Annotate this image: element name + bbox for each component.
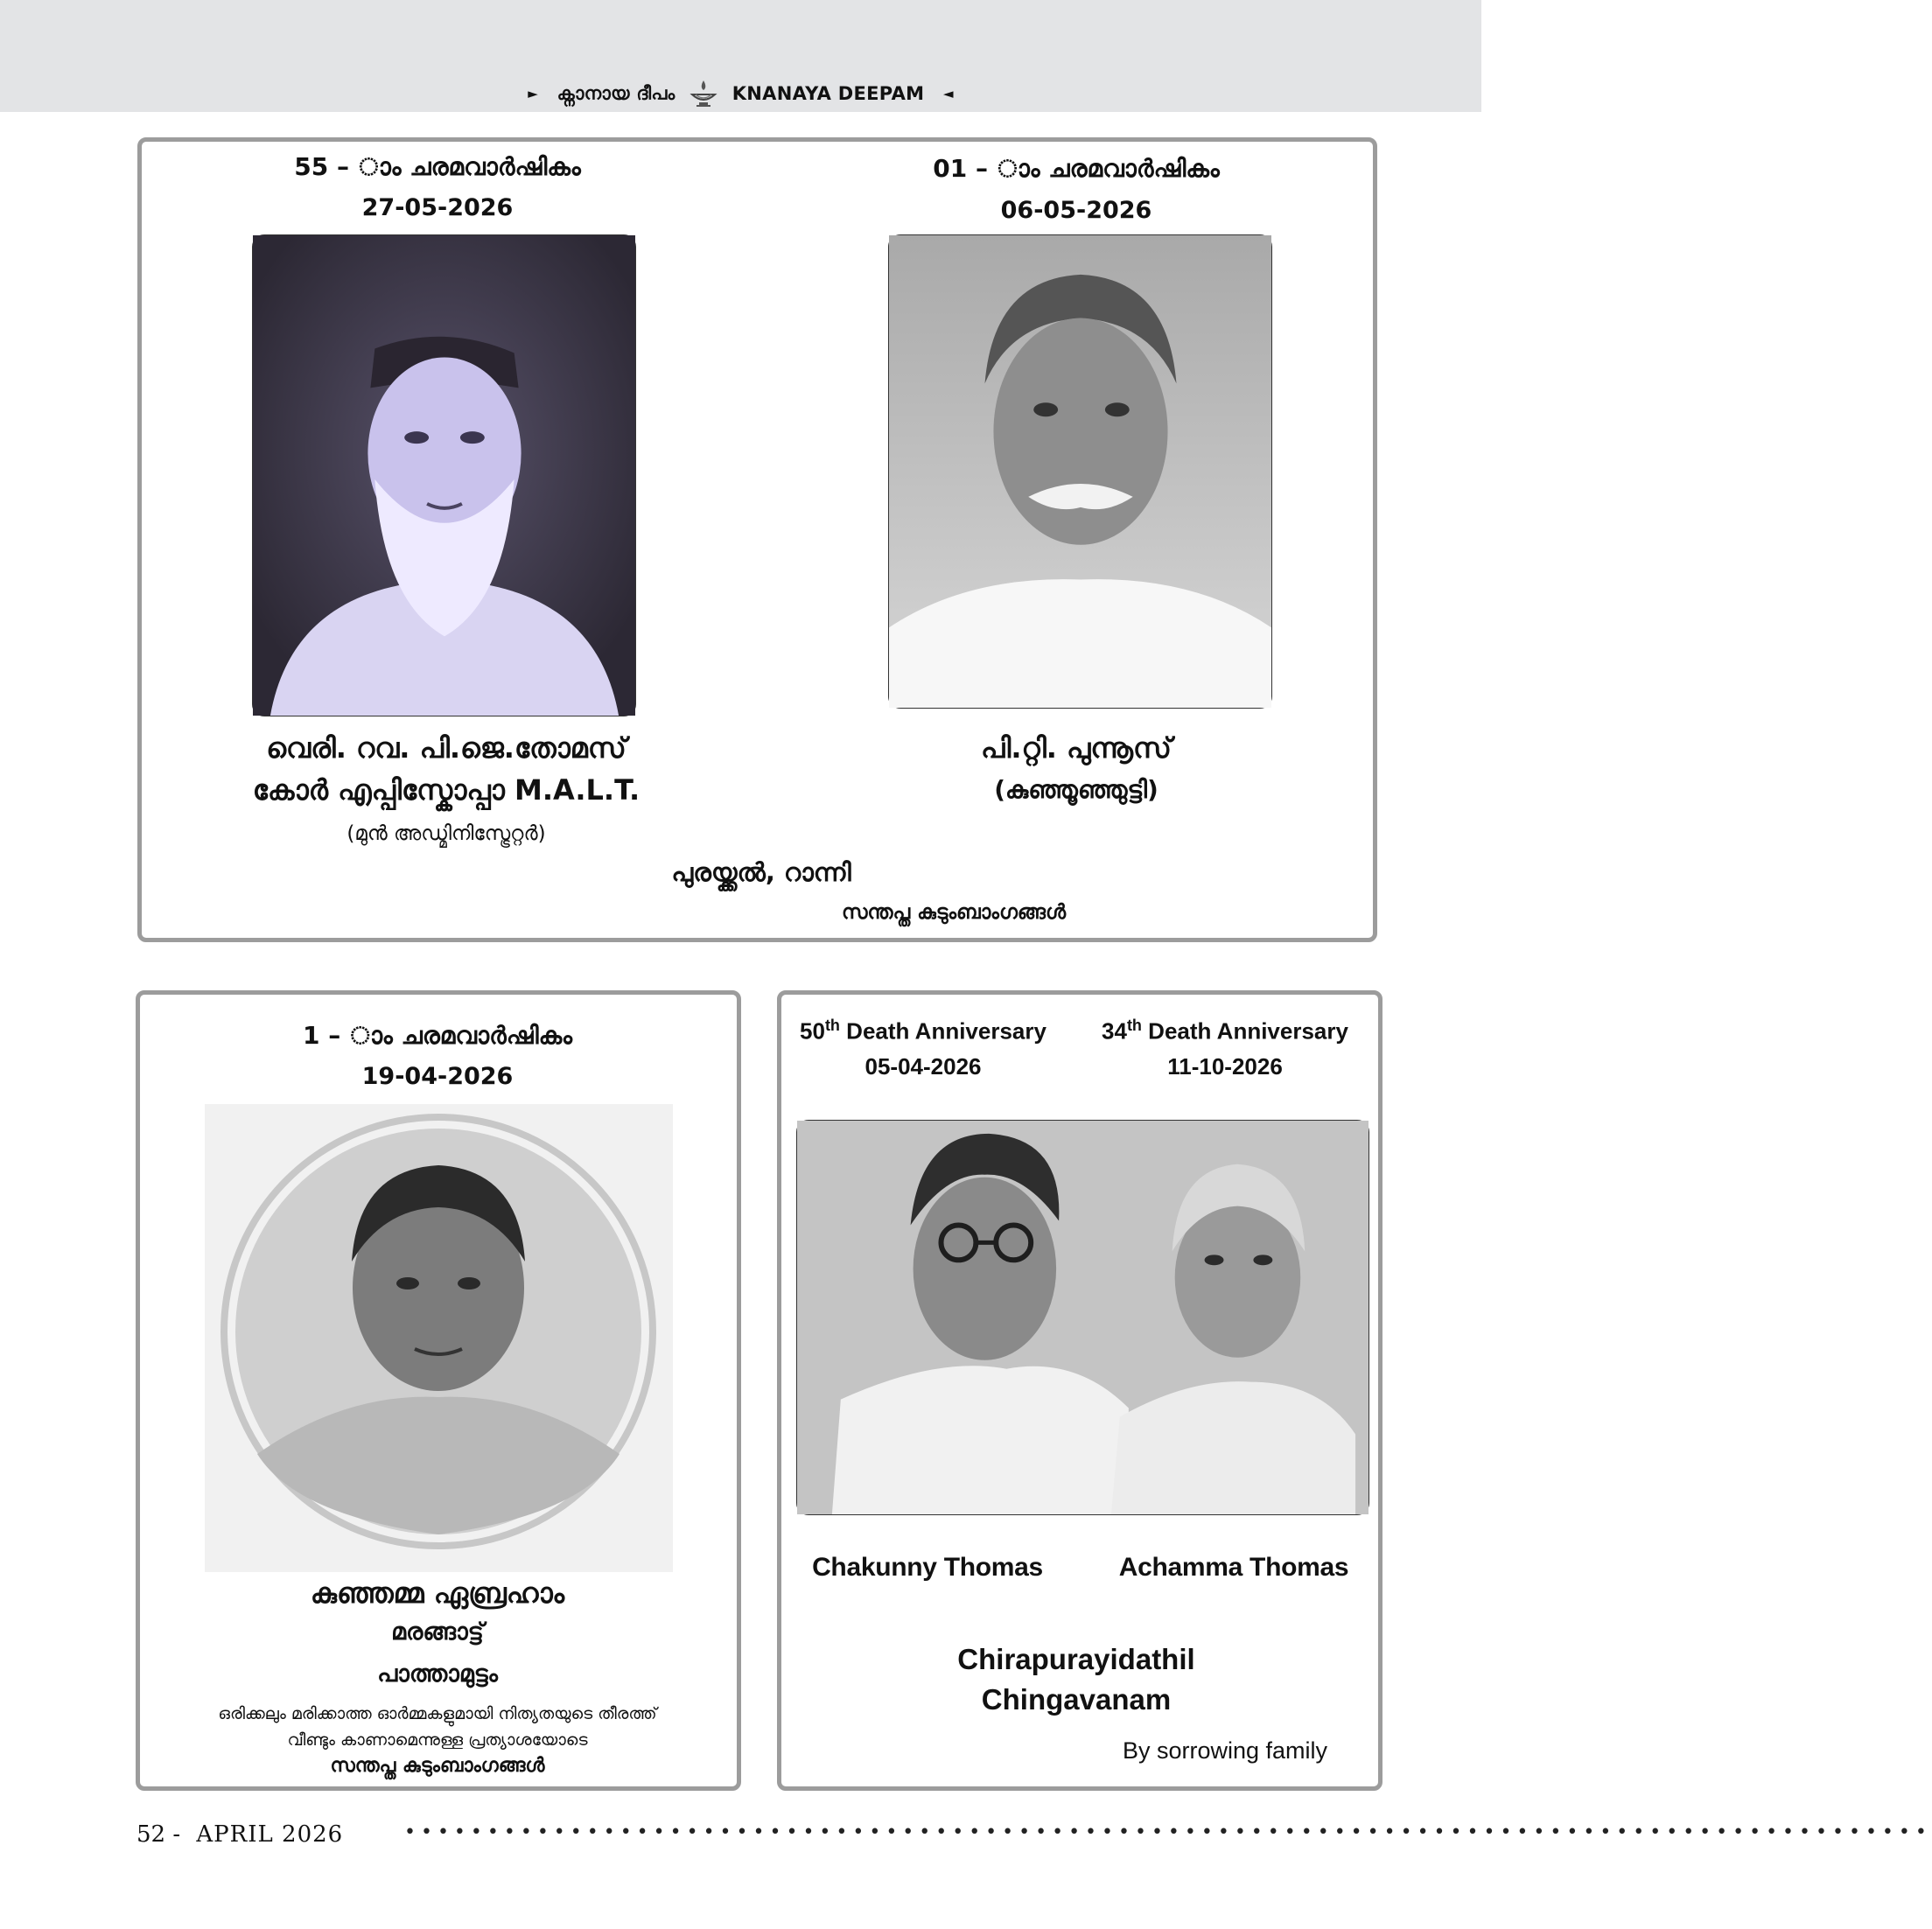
- house-bottom-left: മരങ്ങാട്ട്: [391, 1618, 484, 1646]
- portrait-photo-left: [252, 234, 636, 716]
- name-line1-left: വെരി. റവ. പി.ജെ.തോമസ്: [266, 731, 626, 765]
- name-line2-left: കോർ എപ്പിസ്കോപ്പാ M.A.L.T.: [252, 773, 640, 807]
- date-bottom-left: 19-04-2026: [361, 1063, 514, 1090]
- name-chakunny: Chakunny Thomas: [812, 1553, 1043, 1582]
- date-right: 06-05-2026: [1000, 197, 1152, 224]
- date-bottom-right-left: 05-04-2026: [864, 1053, 982, 1080]
- name-achamma: Achamma Thomas: [1118, 1553, 1349, 1582]
- message-line1: ഒരിക്കലും മരിക്കാത്ത ഓർമ്മകളുമായി നിത്യതയുടെ തീരത്ത്: [218, 1704, 657, 1723]
- portrait-photo-right: [888, 234, 1272, 709]
- family-place-bottom-right: Chingavanam: [981, 1683, 1172, 1716]
- signoff-bottom-left: സന്തപ്ത കുടുംബാംഗങ്ങൾ: [330, 1755, 545, 1777]
- ordinal-right: [1089, 1017, 1361, 1045]
- page-footer: [136, 1821, 343, 1848]
- anniversary-label-left: 55 – ാം ചരമവാർഷികം: [294, 152, 581, 181]
- signoff-top: സന്തപ്ത കുടുംബാംഗങ്ങൾ: [841, 901, 1067, 924]
- ordinal-left-number: 50: [800, 1017, 825, 1045]
- death-anniversary-label-right: Death Anniversary: [1148, 1017, 1348, 1045]
- header-english-title: KNANAYA DEEPAM: [732, 83, 925, 104]
- role-left: (മുൻ അഡ്മിനിസ്ട്രേറ്റർ): [346, 822, 546, 845]
- magazine-header: [0, 79, 1481, 108]
- header-malayalam-title: ക്നാനായ ദീപം: [556, 82, 676, 104]
- name-right: പി.റ്റി. പുന്നൂസ്: [981, 731, 1172, 765]
- anniversary-label-right: 01 – ാം ചരമവാർഷികം: [933, 154, 1220, 183]
- message-line2: വീണ്ടും കാണാമെന്നുള്ള പ്രത്യാശയോടെ: [287, 1730, 588, 1750]
- anniversary-label-bottom-left: 1 – ാം ചരമവാർഷികം: [303, 1021, 572, 1050]
- death-anniversary-label-left: Death Anniversary: [846, 1017, 1046, 1045]
- footer-dotted-rule: ••••••••••••••••••••••••••••••••••••••••••••••••••••••••••••••••••••••••••••••••••••••••••••: [404, 1821, 1932, 1843]
- issue-date: APRIL 2026: [196, 1821, 344, 1848]
- date-left: 27-05-2026: [361, 194, 514, 221]
- nickname-right: (കുഞ്ഞൂഞ്ഞുട്ടി): [994, 775, 1158, 804]
- place-bottom-left: പാത്താമുട്ടം: [377, 1660, 498, 1688]
- left-marker: ►: [528, 86, 539, 101]
- right-marker: ◄: [942, 86, 954, 101]
- portrait-photo-bottom-left: [205, 1104, 673, 1572]
- family-place: പുരയ്ക്കൽ, റാന്നി: [671, 857, 851, 887]
- name-bottom-left: കുഞ്ഞമ്മ ഏബ്രഹാം: [310, 1576, 565, 1610]
- page-number: 52 -: [136, 1821, 181, 1848]
- ordinal-right-suffix: th: [1126, 1017, 1142, 1034]
- signoff-bottom-right: By sorrowing family: [1122, 1737, 1328, 1764]
- date-bottom-right-right: 11-10-2026: [1167, 1053, 1283, 1080]
- ordinal-left: [792, 1017, 1054, 1045]
- couple-photo: [796, 1120, 1369, 1515]
- oil-lamp-icon: [689, 79, 718, 108]
- family-name: Chirapurayidathil: [957, 1643, 1195, 1675]
- ordinal-right-number: 34: [1102, 1017, 1127, 1045]
- ordinal-left-suffix: th: [824, 1017, 840, 1034]
